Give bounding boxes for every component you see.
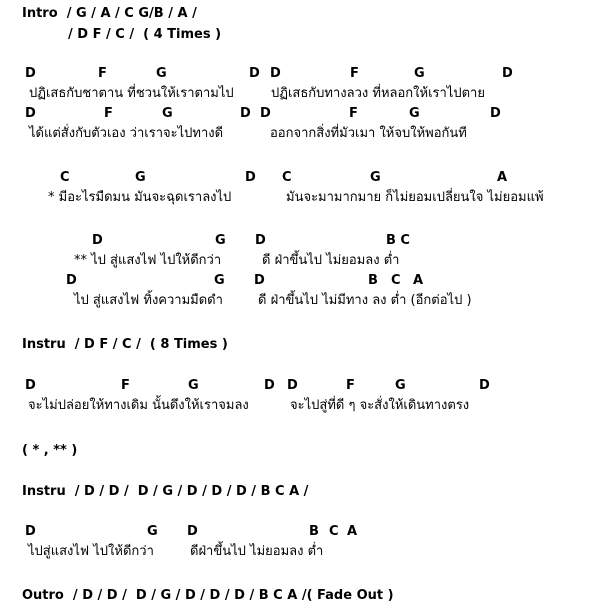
chord: D [66,273,77,288]
chord: A [347,524,358,539]
chord: D [92,233,103,248]
chord: G [188,378,199,393]
chord: C [329,524,339,539]
chord: D [187,524,198,539]
chord: D [479,378,490,393]
chord: G [370,170,381,185]
verse1-lyric-1b: ปฏิเสธกับทางลวง ที่หลอกให้เราไปตาย [271,86,485,101]
chord: D [245,170,256,185]
chord: D [490,106,501,121]
chorus-dstar-lyric-2a: ไป สู่แสงไฟ ทิ้งความมืดดำ [74,293,223,308]
repeat-marker: ( * , ** ) [22,443,78,458]
chord: D [287,378,298,393]
chorus-dstar-lyric-1a: ** ไป สู่แสงไฟ ไปให้ดีกว่า [74,253,222,268]
bridge-lyric-b: ดีฝ่าขึ้นไป ไม่ยอมลง ต่ำ [190,544,324,559]
chord: F [98,66,107,81]
chord: C [60,170,70,185]
chord: G [156,66,167,81]
bridge-lyric-a: ไปสู่แสงไฟ ไปให้ดีกว่า [28,544,154,559]
verse1-lyric-2a: ได้แต่สั่งกับตัวเอง ว่าเราจะไปทางดี [29,126,224,141]
chord: D [502,66,513,81]
chord: F [104,106,113,121]
chord: B [309,524,319,539]
chord: G [215,233,226,248]
chord: D [255,233,266,248]
intro-line-2: / D F / C / ( 4 Times ) [68,27,222,42]
instru-line-1: Instru / D F / C / ( 8 Times ) [22,337,228,352]
chord: A [413,273,424,288]
chord: G [135,170,146,185]
chord: C [282,170,292,185]
chord: D [25,378,36,393]
chord: B C [386,233,410,248]
chord: G [162,106,173,121]
chord: G [214,273,225,288]
chord: F [350,66,359,81]
chorus-dstar-lyric-1b: ดี ฝ่าขึ้นไป ไม่ยอมลง ต่ำ [262,253,400,268]
chord: F [346,378,355,393]
chorus-star-lyric-b: มันจะมามากมาย ก็ไม่ยอมเปลี่ยนใจ ไม่ยอมแพ้ [286,190,544,205]
verse2-lyric-a: จะไม่ปล่อยให้ทางเดิม นั้นดึงให้เราจมลง [28,398,249,413]
verse1-lyric-1a: ปฏิเสธกับชาตาน ที่ชวนให้เราตามไป [29,86,234,101]
outro-line: Outro / D / D / D / G / D / D / D / B C A /( Fade Out ) [22,588,394,603]
chord: F [121,378,130,393]
chord: D [260,106,271,121]
chorus-dstar-lyric-2b: ดี ฝ่าขึ้นไป ไม่มีทาง ลง ต่ำ (อีกต่อไป ) [258,293,472,308]
chorus-star-lyric-a: * มีอะไรมืดมน มันจะฉุดเราลงไป [48,190,232,205]
chord: D [25,524,36,539]
chord: G [147,524,158,539]
chord: G [414,66,425,81]
chord: D [25,66,36,81]
chord: D [249,66,260,81]
chord: G [409,106,420,121]
instru-line-2: Instru / D / D / D / G / D / D / D / B C A / [22,484,309,499]
chord: G [395,378,406,393]
chord: F [349,106,358,121]
intro-line-1: Intro / G / A / C G/B / A / [22,6,197,21]
chord: D [264,378,275,393]
verse2-lyric-b: จะไปสู่ที่ดี ๆ จะสั่งให้เดินทางตรง [290,398,470,413]
chord: D [240,106,251,121]
chord: C [391,273,401,288]
chord: D [254,273,265,288]
chord: A [497,170,508,185]
chord: D [270,66,281,81]
chord: B [368,273,378,288]
verse1-lyric-2b: ออกจากสิ่งที่มัวเมา ให้จบให้พอกันที [270,126,467,141]
chord: D [25,106,36,121]
